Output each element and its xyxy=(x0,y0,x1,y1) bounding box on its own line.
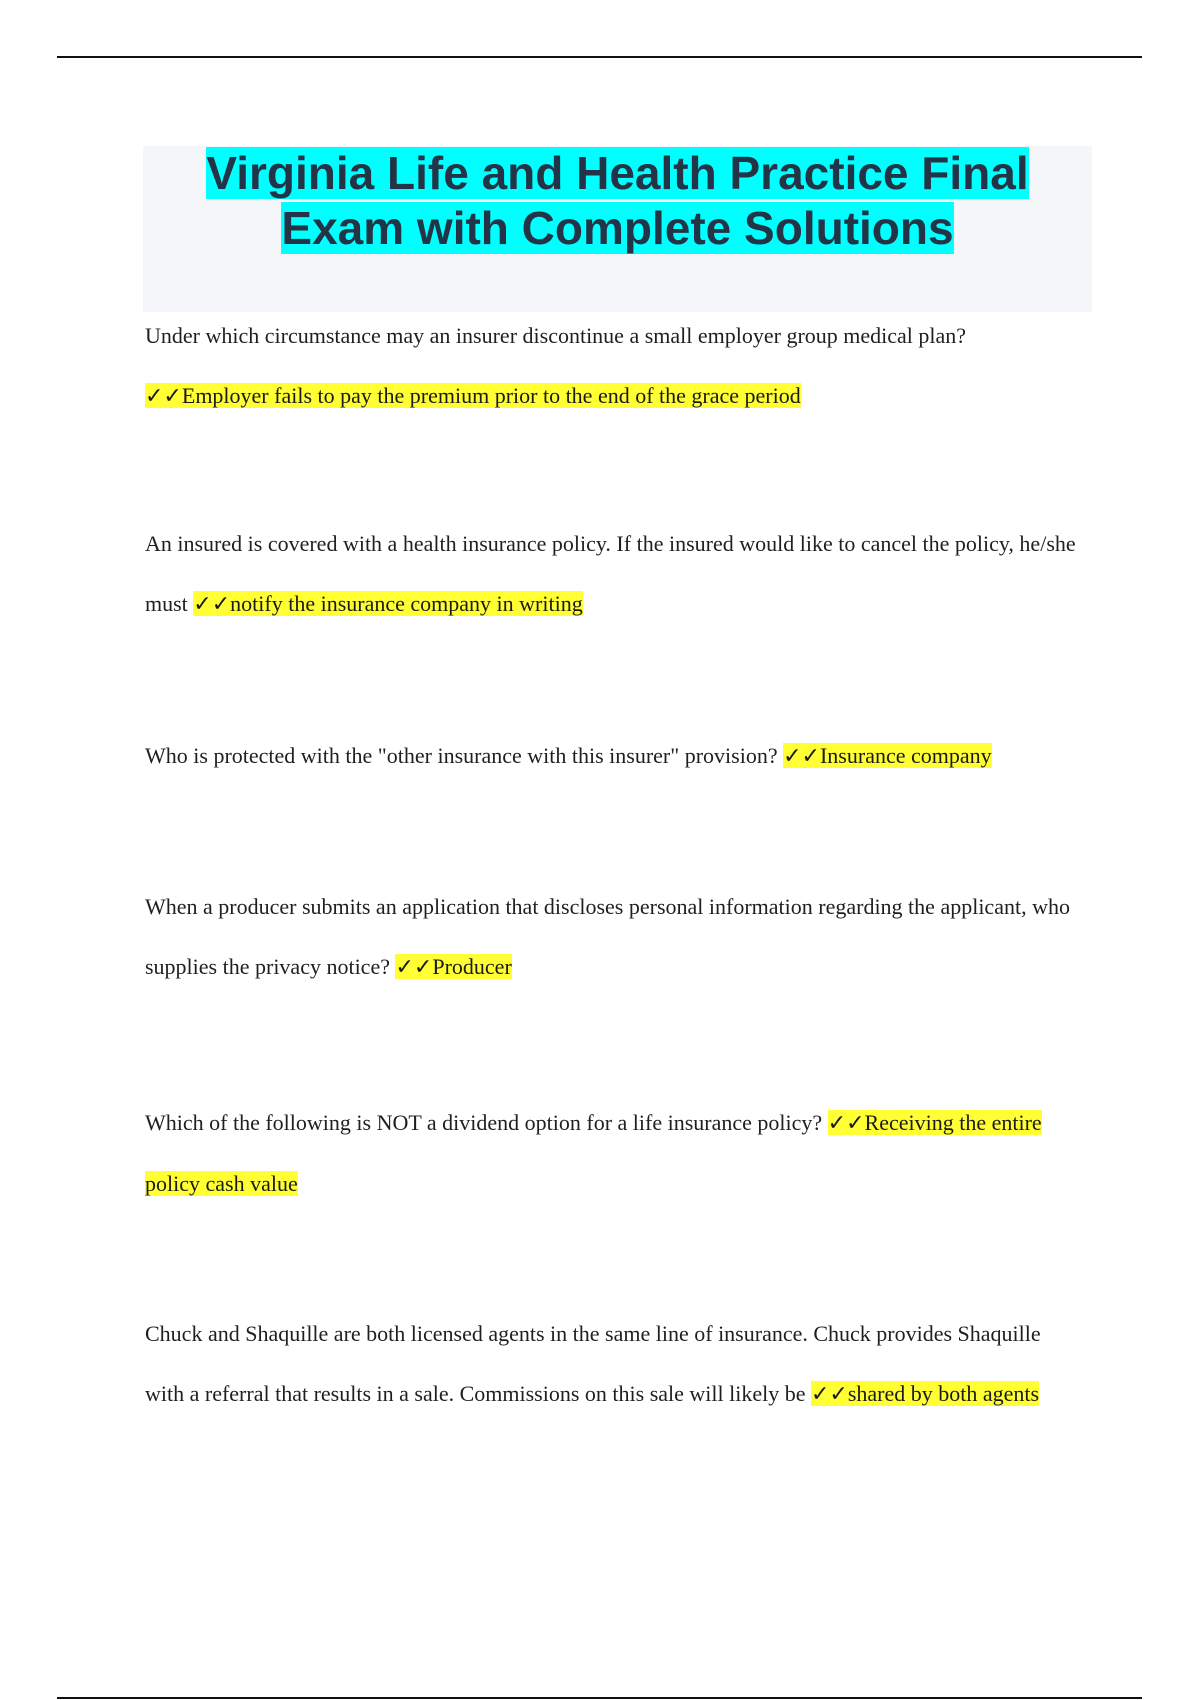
question-text: Who is protected with the "other insurance with this insurer" provision? xyxy=(145,743,778,768)
double-check-icon: ✓✓ xyxy=(145,384,182,409)
qa-item-6 xyxy=(145,1304,1085,1425)
title-line-2: Exam with Complete Solutions xyxy=(281,202,954,254)
answer-text: notify the insurance company in writing xyxy=(230,591,583,616)
top-rule xyxy=(57,56,1142,58)
double-check-icon: ✓✓ xyxy=(395,955,433,980)
document-title xyxy=(143,146,1092,256)
title-line-1: Virginia Life and Health Practice Final xyxy=(206,147,1029,199)
answer-highlight xyxy=(395,954,511,979)
answer-text: Employer fails to pay the premium prior to the end of the grace period xyxy=(181,383,801,408)
answer-text: Producer xyxy=(432,954,512,979)
double-check-icon: ✓✓ xyxy=(783,744,820,769)
answer-highlight xyxy=(193,591,582,616)
double-check-icon: ✓✓ xyxy=(827,1111,865,1136)
question-text: When a producer submits an application that discloses personal information regarding the applicant, who supplies the privacy notice? xyxy=(145,894,1070,979)
qa-item-1 xyxy=(145,306,1085,427)
qa-item-3 xyxy=(145,726,1085,787)
answer-text: Receiving the entire policy cash value xyxy=(145,1110,1042,1196)
question-text: An insured is covered with a health insurance policy. If the insured would like to cancel the policy, he/she must xyxy=(145,531,1076,616)
answer-highlight xyxy=(811,1381,1039,1406)
qa-item-5 xyxy=(145,1093,1085,1214)
double-check-icon: ✓✓ xyxy=(193,592,231,617)
answer-text: shared by both agents xyxy=(847,1381,1040,1406)
question-text: Which of the following is NOT a dividend option for a life insurance policy? xyxy=(145,1110,823,1135)
bottom-rule xyxy=(57,1697,1142,1699)
qa-item-2 xyxy=(145,514,1085,635)
answer-text: Insurance company xyxy=(819,743,992,768)
title-block xyxy=(143,146,1092,312)
qa-list xyxy=(145,306,1085,1425)
double-check-icon: ✓✓ xyxy=(810,1382,848,1407)
question-text: Under which circumstance may an insurer discontinue a small employer group medical plan? xyxy=(145,323,967,348)
qa-item-4 xyxy=(145,877,1085,998)
question-text: Chuck and Shaquille are both licensed agents in the same line of insurance. Chuck provides Shaquille with a referral that results in a sale. Commissions on this sale will likely be xyxy=(145,1321,1041,1406)
answer-highlight xyxy=(783,743,992,768)
answer-highlight xyxy=(145,383,801,408)
